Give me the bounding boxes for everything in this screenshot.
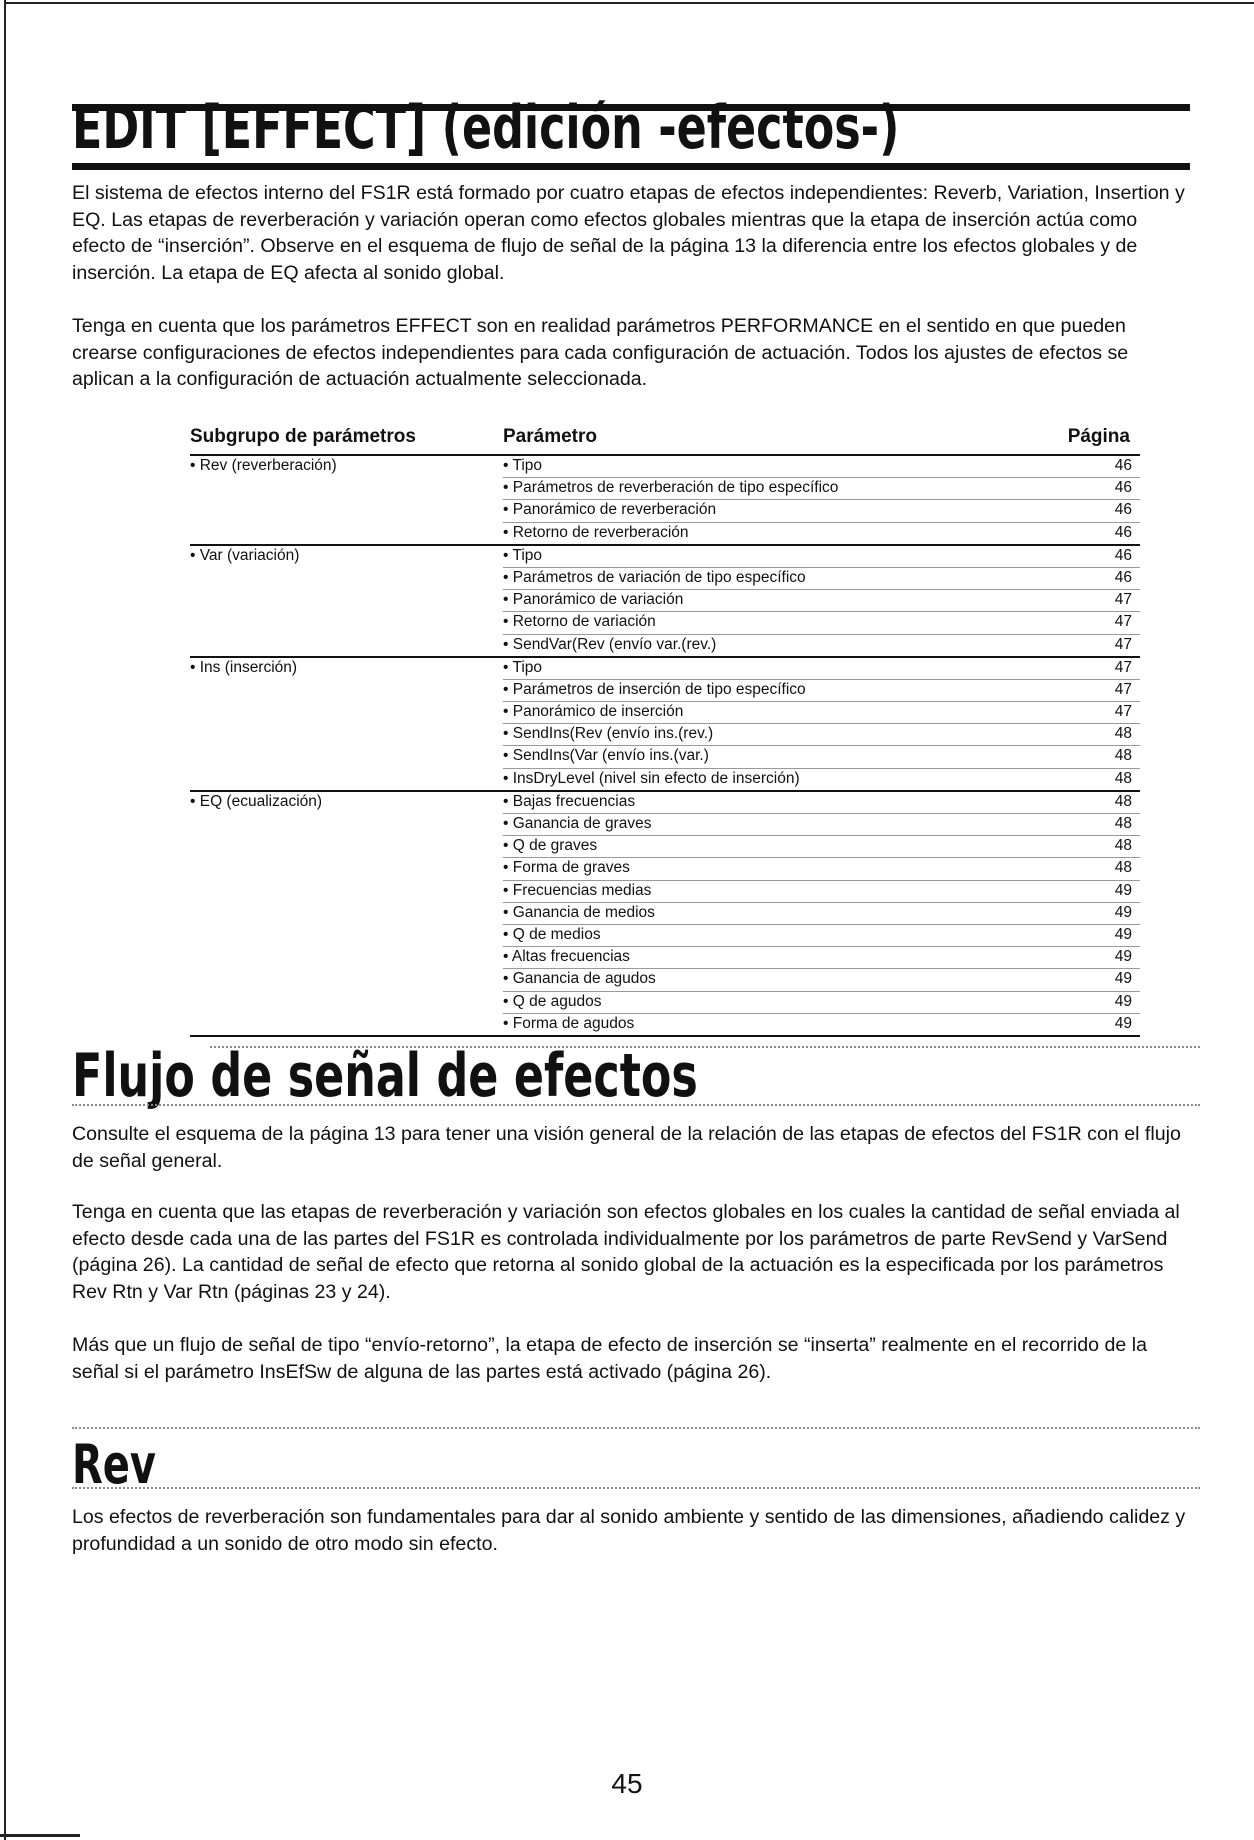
section-title-rev: Rev	[72, 1433, 156, 1496]
param-page: 48	[1114, 792, 1132, 810]
param-page: 49	[1114, 948, 1132, 966]
param-name: • Panorámico de variación	[503, 591, 684, 609]
header-page: Página	[1067, 426, 1130, 447]
param-page: 47	[1114, 591, 1132, 609]
param-page: 49	[1114, 881, 1132, 899]
table-row	[503, 658, 1140, 680]
table-row	[503, 478, 1140, 500]
param-name: • Forma de graves	[503, 859, 630, 877]
intro-paragraph: El sistema de efectos interno del FS1R está formado por cuatro etapas de efectos independientes: Reverb, Variation, Insertion y EQ. Las etapas de reverberación y variación operan como efectos globales mientras que la etapa de inserción actúa como efecto de “inserción”. Observe en el esquema de flujo de señal de la página 13 la diferencia entre los efectos globales y de inserción. La etapa de EQ afecta al sonido global.	[72, 182, 1185, 284]
table-row	[503, 523, 1140, 544]
table-row	[503, 590, 1140, 612]
header-subgroup: Subgrupo de parámetros	[190, 426, 416, 447]
signal-flow-paragraph-2: Tenga en cuenta que las etapas de reverberación y variación son efectos globales en los cuales la cantidad de señal enviada al efecto desde cada una de las partes del FS1R es controlada individualmente por los parámetros de parte RevSend y VarSend (página 26). La cantidad de señal de efecto que retorna al sonido global de la actuación es la especificada por los parámetros Rev Rtn y Var Rtn (páginas 23 y 24).	[72, 1201, 1180, 1303]
table-row	[503, 947, 1140, 969]
effect-note-paragraph: Tenga en cuenta que los parámetros EFFECT son en realidad parámetros PERFORMANCE en el sentido en que pueden crearse configuraciones de efectos independientes para cada configuración de actuación. Todos los ajustes de efectos se aplican a la configuración de actuación actualmente seleccionada.	[72, 315, 1129, 390]
param-name: • Panorámico de reverberación	[503, 501, 717, 519]
param-page: 46	[1114, 479, 1132, 497]
param-page: 49	[1114, 925, 1132, 943]
param-page: 48	[1114, 725, 1132, 743]
group-label: • Ins (inserción)	[190, 658, 298, 676]
param-name: • Tipo	[503, 546, 543, 564]
param-page: 48	[1114, 769, 1132, 787]
table-row	[503, 568, 1140, 590]
param-page: 46	[1114, 457, 1132, 474]
param-page: 47	[1114, 613, 1132, 631]
table-row	[503, 546, 1140, 568]
section-title-signal-flow: Flujo de señal de efectos	[72, 1041, 698, 1111]
param-page: 48	[1114, 837, 1132, 855]
param-name: • Ganancia de graves	[503, 815, 652, 832]
param-page: 47	[1114, 703, 1132, 721]
param-name: • Altas frecuencias	[503, 948, 630, 966]
table-row	[503, 903, 1140, 925]
param-page: 49	[1114, 903, 1132, 921]
param-name: • Bajas frecuencias	[503, 792, 636, 810]
table-row	[503, 969, 1140, 991]
param-name: • Retorno de variación	[503, 613, 656, 631]
param-name: • Q de agudos	[503, 992, 602, 1010]
group-eq	[190, 792, 1140, 1037]
param-name: • Parámetros de reverberación de tipo específico	[503, 479, 839, 497]
signal-flow-paragraph-3: Más que un flujo de señal de tipo “envío-retorno”, la etapa de efecto de inserción se “inserta” realmente en el recorrido de la señal si el parámetro InsEfSw de alguna de las partes está activado (página 26).	[72, 1334, 1148, 1383]
param-name: • Retorno de reverberación	[503, 523, 689, 541]
param-page: 46	[1114, 546, 1132, 564]
table-row	[503, 769, 1140, 790]
section-title-edit-effect: EDIT [EFFECT] (edición -efectos-)	[72, 93, 900, 163]
table-row	[503, 702, 1140, 724]
table-row	[503, 724, 1140, 746]
param-page: 48	[1114, 859, 1132, 877]
param-name: • Parámetros de inserción de tipo específico	[503, 680, 806, 698]
table-row	[503, 680, 1140, 702]
param-name: • SendVar(Rev (envío var.(rev.)	[503, 635, 717, 653]
page-number: 45	[611, 1768, 643, 1799]
scan-border-bottom	[0, 1834, 80, 1837]
param-name: • Tipo	[503, 457, 543, 474]
param-name: • InsDryLevel (nivel sin efecto de inserción)	[503, 769, 800, 787]
param-name: • Frecuencias medias	[503, 881, 652, 899]
table-row	[503, 925, 1140, 947]
param-name: • Q de graves	[503, 837, 598, 855]
param-page: 49	[1114, 992, 1132, 1010]
param-name: • Tipo	[503, 658, 543, 676]
param-name: • Ganancia de medios	[503, 903, 655, 921]
group-rev	[190, 456, 1140, 546]
param-page: 47	[1114, 658, 1132, 676]
table-row	[503, 881, 1140, 903]
table-row	[503, 635, 1140, 656]
param-name: • SendIns(Rev (envío ins.(rev.)	[503, 725, 714, 743]
table-row	[503, 792, 1140, 814]
section-title-rule-bottom	[72, 163, 1190, 170]
group-var	[190, 546, 1140, 658]
scan-border-top	[4, 2, 1254, 4]
group-label: • EQ (ecualización)	[190, 792, 323, 810]
param-page: 47	[1114, 635, 1132, 653]
param-page: 46	[1114, 523, 1132, 541]
rev-paragraph: Los efectos de reverberación son fundamentales para dar al sonido ambiente y sentido de las dimensiones, añadiendo calidez y profundidad a un sonido de otro modo sin efecto.	[72, 1506, 1186, 1555]
param-name: • Panorámico de inserción	[503, 703, 684, 721]
section-title-rule-bottom	[72, 1487, 1200, 1489]
section-title-rule-bottom	[72, 1104, 1200, 1106]
param-page: 48	[1114, 815, 1132, 832]
param-page: 49	[1114, 1014, 1132, 1032]
param-name: • Ganancia de agudos	[503, 970, 656, 988]
table-row	[503, 814, 1140, 836]
table-row	[503, 992, 1140, 1014]
param-page: 49	[1114, 970, 1132, 988]
group-ins	[190, 658, 1140, 792]
parameter-table	[190, 424, 1140, 1037]
section-title-rule-top	[72, 1427, 1200, 1429]
scan-border-left	[4, 0, 6, 1840]
table-header	[190, 424, 1140, 456]
param-page: 48	[1114, 747, 1132, 765]
table-row	[503, 746, 1140, 768]
param-page: 46	[1114, 501, 1132, 519]
param-name: • Q de medios	[503, 925, 601, 943]
param-page: 47	[1114, 680, 1132, 698]
table-row	[503, 836, 1140, 858]
group-label: • Rev (reverberación)	[190, 457, 337, 474]
table-row	[503, 1014, 1140, 1035]
param-page: 46	[1114, 568, 1132, 586]
header-parameter: Parámetro	[503, 426, 597, 447]
table-row	[503, 612, 1140, 634]
signal-flow-paragraph-1: Consulte el esquema de la página 13 para tener una visión general de la relación de las etapas de efectos del FS1R con el flujo de señal general.	[72, 1123, 1181, 1172]
table-row	[503, 500, 1140, 522]
param-name: • Parámetros de variación de tipo específico	[503, 568, 806, 586]
group-label: • Var (variación)	[190, 546, 300, 564]
param-name: • Forma de agudos	[503, 1014, 635, 1032]
table-row	[503, 456, 1140, 478]
param-name: • SendIns(Var (envío ins.(var.)	[503, 747, 709, 765]
table-row	[503, 858, 1140, 880]
